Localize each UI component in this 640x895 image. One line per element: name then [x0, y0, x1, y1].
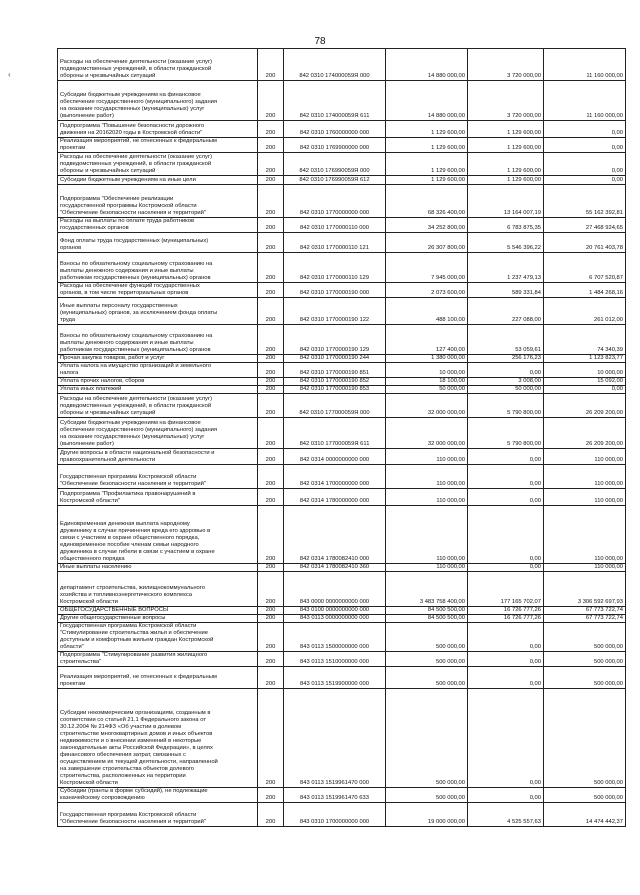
row-approved-amount: 84 500 500,00	[386, 615, 468, 623]
row-version: 200	[258, 283, 284, 298]
row-name: Расходы на обеспечение функций государственных органов, в том числе территориальных органов	[58, 283, 258, 298]
row-executed-amount: 5 546 396,22	[468, 233, 544, 253]
row-executed-amount: 1 237 479,13	[468, 253, 544, 283]
row-executed-amount: 0,00	[468, 489, 544, 506]
row-budget-code: 843 0113 1519961470 000	[284, 689, 386, 788]
row-executed-amount: 0,00	[468, 788, 544, 803]
row-version: 200	[258, 355, 284, 363]
row-name: Подпрограмма "Стимулирование развития жилищного строительства"	[58, 652, 258, 667]
row-budget-code: 842 0310 1770000110 000	[284, 218, 386, 233]
row-approved-amount: 110 000,00	[386, 465, 468, 489]
row-approved-amount: 110 000,00	[386, 489, 468, 506]
row-version: 200	[258, 121, 284, 138]
row-budget-code: 842 0310 1770000190 852	[284, 378, 386, 386]
row-remaining-amount: 261 012,00	[544, 298, 626, 325]
row-executed-amount: 0,00	[468, 652, 544, 667]
row-budget-code: 842 0314 1700000000 000	[284, 465, 386, 489]
row-remaining-amount: 74 340,39	[544, 325, 626, 355]
row-budget-code: 843 0100 0000000000 000	[284, 607, 386, 615]
row-remaining-amount: 11 160 000,00	[544, 49, 626, 81]
row-executed-amount: 0,00	[468, 623, 544, 652]
row-remaining-amount: 55 162 392,81	[544, 185, 626, 218]
row-remaining-amount: 0,00	[544, 386, 626, 394]
table-row	[58, 607, 626, 615]
row-approved-amount: 14 880 000,00	[386, 81, 468, 121]
table-row	[58, 325, 626, 355]
row-version: 200	[258, 572, 284, 607]
row-name: Расходы на обеспечение деятельности (оказание услуг) подведомственных учреждений, в области гражданской обороны и чрезвычайных ситуаций	[58, 49, 258, 81]
table-row	[58, 394, 626, 418]
row-remaining-amount: 14 474 442,37	[544, 803, 626, 827]
row-remaining-amount: 500 000,00	[544, 623, 626, 652]
row-approved-amount: 500 000,00	[386, 667, 468, 689]
table-row	[58, 218, 626, 233]
row-executed-amount: 3 008,00	[468, 378, 544, 386]
row-name: Единовременная денежная выплата народному дружиннику в случае причинения вреда его здоровью в связи с участием в охране общественного порядка, единовременное пособие членам семьи народного дружинника в случае гибели в связи с участием в охране общественного порядка	[58, 506, 258, 564]
row-remaining-amount: 0,00	[544, 153, 626, 176]
table-row	[58, 233, 626, 253]
row-version: 200	[258, 506, 284, 564]
row-executed-amount: 16 726 777,26	[468, 607, 544, 615]
row-approved-amount: 3 483 758 400,00	[386, 572, 468, 607]
row-budget-code: 842 0310 174000059Я 611	[284, 81, 386, 121]
row-name: Взносы по обязательному социальному страхованию на выплаты денежного содержания и иные выплаты работникам государственных (муниципальных) органов	[58, 253, 258, 283]
row-budget-code: 842 0314 1780000000 000	[284, 489, 386, 506]
row-name: департамент строительства, жилищнокоммунального хозяйства и топливноэнергетического комплекса Костромской области	[58, 572, 258, 607]
row-name: Подпрограмма "Профилактика правонарушений в Костромской области"	[58, 489, 258, 506]
row-name: Субсидии бюджетным учреждениям на финансовое обеспечение государственного (муниципального) задания на оказание государственных (муниципальных) услуг (выполнение работ)	[58, 418, 258, 449]
table-row	[58, 506, 626, 564]
row-approved-amount: 1 129 600,00	[386, 176, 468, 185]
row-approved-amount: 127 400,00	[386, 325, 468, 355]
budget-table-body	[58, 49, 626, 827]
row-remaining-amount: 110 000,00	[544, 489, 626, 506]
row-budget-code: 842 0314 1780082410 360	[284, 564, 386, 572]
row-version: 200	[258, 386, 284, 394]
row-version: 200	[258, 325, 284, 355]
table-row	[58, 378, 626, 386]
row-name: Реализация мероприятий, не отнесенных к федеральным проектам	[58, 667, 258, 689]
row-executed-amount: 5 790 800,00	[468, 418, 544, 449]
row-approved-amount: 1 129 600,00	[386, 121, 468, 138]
row-budget-code: 843 0113 0000000000 000	[284, 615, 386, 623]
row-remaining-amount: 110 000,00	[544, 465, 626, 489]
row-executed-amount: 1 129 600,00	[468, 153, 544, 176]
row-executed-amount: 0,00	[468, 506, 544, 564]
table-row	[58, 81, 626, 121]
table-row	[58, 176, 626, 185]
row-remaining-amount: 110 000,00	[544, 449, 626, 465]
margin-mark: ‹	[8, 70, 11, 79]
row-remaining-amount: 26 209 200,00	[544, 418, 626, 449]
row-approved-amount: 19 000 000,00	[386, 803, 468, 827]
row-executed-amount: 1 129 600,00	[468, 176, 544, 185]
row-name: Иные выплаты населению	[58, 564, 258, 572]
row-version: 200	[258, 689, 284, 788]
row-remaining-amount: 1 123 823,77	[544, 355, 626, 363]
row-version: 200	[258, 564, 284, 572]
row-version: 200	[258, 253, 284, 283]
row-remaining-amount: 6 707 520,87	[544, 253, 626, 283]
table-row	[58, 689, 626, 788]
table-row	[58, 788, 626, 803]
row-executed-amount: 256 176,23	[468, 355, 544, 363]
row-name: Иные выплаты персоналу государственных (муниципальных) органов, за исключением фонда оплаты труда	[58, 298, 258, 325]
row-remaining-amount: 20 761 403,78	[544, 233, 626, 253]
row-version: 200	[258, 449, 284, 465]
row-executed-amount: 0,00	[468, 564, 544, 572]
row-name: Прочая закупка товаров, работ и услуг	[58, 355, 258, 363]
table-row	[58, 489, 626, 506]
row-name: Государственная программа Костромской области "Обеспечение безопасности населения и территорий"	[58, 803, 258, 827]
row-budget-code: 842 0314 0000000000 000	[284, 449, 386, 465]
row-budget-code: 842 0310 1770000110 121	[284, 233, 386, 253]
row-executed-amount: 0,00	[468, 689, 544, 788]
row-name: ОБЩЕГОСУДАРСТВЕННЫЕ ВОПРОСЫ	[58, 607, 258, 615]
row-name: Субсидии (гранты в форме субсидий), не подлежащие казначейскому сопровождению	[58, 788, 258, 803]
row-budget-code: 842 0310 177000059Я 611	[284, 418, 386, 449]
row-name: Субсидии некоммерческим организациям, созданным в соответствии со статьей 21.1 Федерального закона от 30.12.2004 № 214ФЗ «Об участии в долевом строительстве многоквартирных домов и иных объектов недвижимости и о внесении изменений в некоторые законодательные акты Российской Федерации», в целях финансового обеспечения затрат, связанных с осуществлением их текущей деятельности, направленной на завершение строительства объектов долевого строительства, расположенных на территории Костромской области	[58, 689, 258, 788]
row-budget-code: 842 0310 1770000000 000	[284, 185, 386, 218]
row-remaining-amount: 110 000,00	[544, 506, 626, 564]
row-budget-code: 842 0314 1780082410 000	[284, 506, 386, 564]
row-budget-code: 842 0310 1770000110 129	[284, 253, 386, 283]
row-name: Другие общегосударственные вопросы	[58, 615, 258, 623]
row-executed-amount: 589 331,84	[468, 283, 544, 298]
table-row	[58, 363, 626, 378]
row-approved-amount: 500 000,00	[386, 623, 468, 652]
row-remaining-amount: 26 209 200,00	[544, 394, 626, 418]
row-executed-amount: 4 525 557,63	[468, 803, 544, 827]
row-executed-amount: 13 164 007,19	[468, 185, 544, 218]
row-name: Другие вопросы в области национальной безопасности и правоохранительной деятельности	[58, 449, 258, 465]
table-row	[58, 185, 626, 218]
row-version: 200	[258, 465, 284, 489]
row-executed-amount: 3 720 000,00	[468, 81, 544, 121]
row-executed-amount: 5 790 800,00	[468, 394, 544, 418]
row-approved-amount: 84 500 500,00	[386, 607, 468, 615]
row-version: 200	[258, 418, 284, 449]
budget-table	[57, 48, 626, 827]
row-remaining-amount: 15 092,00	[544, 378, 626, 386]
row-budget-code: 843 0000 0000000000 000	[284, 572, 386, 607]
row-approved-amount: 32 000 000,00	[386, 394, 468, 418]
row-budget-code: 842 0310 1770000190 122	[284, 298, 386, 325]
row-name: Уплата иных платежей	[58, 386, 258, 394]
table-row	[58, 667, 626, 689]
row-remaining-amount: 67 773 722,74	[544, 607, 626, 615]
row-version: 200	[258, 298, 284, 325]
row-remaining-amount: 27 468 924,65	[544, 218, 626, 233]
row-approved-amount: 18 100,00	[386, 378, 468, 386]
row-remaining-amount: 500 000,00	[544, 689, 626, 788]
row-approved-amount: 110 000,00	[386, 564, 468, 572]
row-remaining-amount: 110 000,00	[544, 564, 626, 572]
row-approved-amount: 2 073 600,00	[386, 283, 468, 298]
row-budget-code: 842 0310 1770000190 129	[284, 325, 386, 355]
row-version: 200	[258, 81, 284, 121]
row-remaining-amount: 500 000,00	[544, 652, 626, 667]
row-approved-amount: 10 000,00	[386, 363, 468, 378]
row-version: 200	[258, 489, 284, 506]
row-remaining-amount: 0,00	[544, 176, 626, 185]
table-row	[58, 283, 626, 298]
row-remaining-amount: 0,00	[544, 121, 626, 138]
row-version: 200	[258, 607, 284, 615]
row-executed-amount: 0,00	[468, 363, 544, 378]
table-row	[58, 253, 626, 283]
row-version: 200	[258, 615, 284, 623]
row-name: Уплата налога на имущество организаций и земельного налога	[58, 363, 258, 378]
row-remaining-amount: 1 484 268,16	[544, 283, 626, 298]
row-name: Субсидии бюджетным учреждениям на иные цели	[58, 176, 258, 185]
row-budget-code: 842 0310 1770000190 244	[284, 355, 386, 363]
table-row	[58, 449, 626, 465]
row-name: Реализация мероприятий, не отнесенных к федеральным проектам	[58, 138, 258, 153]
row-budget-code: 843 0113 1500000000 000	[284, 623, 386, 652]
row-approved-amount: 500 000,00	[386, 689, 468, 788]
row-approved-amount: 488 100,00	[386, 298, 468, 325]
table-row	[58, 153, 626, 176]
row-approved-amount: 68 326 400,00	[386, 185, 468, 218]
row-remaining-amount: 0,00	[544, 138, 626, 153]
row-version: 200	[258, 803, 284, 827]
row-approved-amount: 7 945 000,00	[386, 253, 468, 283]
row-remaining-amount: 500 000,00	[544, 788, 626, 803]
row-executed-amount: 16 726 777,26	[468, 615, 544, 623]
row-name: Государственная программа Костромской области "Стимулирование строительства жилья и обеспечение доступным и комфортным жильем граждан Костромской области"	[58, 623, 258, 652]
row-version: 200	[258, 218, 284, 233]
row-name: Фонд оплаты труда государственных (муниципальных) органов	[58, 233, 258, 253]
row-budget-code: 842 0310 1770000190 851	[284, 363, 386, 378]
row-version: 200	[258, 49, 284, 81]
row-version: 200	[258, 185, 284, 218]
table-row	[58, 49, 626, 81]
row-name: Расходы на выплаты по оплате труда работников государственных органов	[58, 218, 258, 233]
row-name: Взносы по обязательному социальному страхованию на выплаты денежного содержания и иные выплаты работникам государственных (муниципальных) органов	[58, 325, 258, 355]
row-approved-amount: 50 000,00	[386, 386, 468, 394]
row-budget-code: 842 0310 1769900000 000	[284, 138, 386, 153]
table-row	[58, 465, 626, 489]
table-row	[58, 418, 626, 449]
row-budget-code: 842 0310 176990059Я 612	[284, 176, 386, 185]
row-version: 200	[258, 233, 284, 253]
row-budget-code: 843 0113 1519961470 633	[284, 788, 386, 803]
table-row	[58, 355, 626, 363]
row-approved-amount: 110 000,00	[386, 506, 468, 564]
row-budget-code: 842 0310 1770000190 853	[284, 386, 386, 394]
row-budget-code: 842 0310 1760000000 000	[284, 121, 386, 138]
row-approved-amount: 1 380 000,00	[386, 355, 468, 363]
row-approved-amount: 32 000 000,00	[386, 418, 468, 449]
row-executed-amount: 0,00	[468, 667, 544, 689]
row-budget-code: 842 0310 177000059Я 000	[284, 394, 386, 418]
table-row	[58, 623, 626, 652]
row-executed-amount: 50 000,00	[468, 386, 544, 394]
row-name: Расходы на обеспечение деятельности (оказание услуг) подведомственных учреждений, в области гражданской обороны и чрезвычайных ситуаций	[58, 394, 258, 418]
row-version: 200	[258, 363, 284, 378]
row-approved-amount: 1 129 600,00	[386, 138, 468, 153]
row-executed-amount: 177 165 702,07	[468, 572, 544, 607]
row-remaining-amount: 3 306 592 697,93	[544, 572, 626, 607]
row-approved-amount: 34 252 800,00	[386, 218, 468, 233]
row-remaining-amount: 67 773 722,74	[544, 615, 626, 623]
table-row	[58, 298, 626, 325]
row-remaining-amount: 11 160 000,00	[544, 81, 626, 121]
row-executed-amount: 1 129 600,00	[468, 121, 544, 138]
row-remaining-amount: 500 000,00	[544, 667, 626, 689]
row-name: Подпрограмма "Повышение безопасности дорожного движения на 20162020 годы в Костромской области"	[58, 121, 258, 138]
row-budget-code: 843 0310 1700000000 000	[284, 803, 386, 827]
row-budget-code: 842 0310 1770000190 000	[284, 283, 386, 298]
row-version: 200	[258, 138, 284, 153]
row-version: 200	[258, 394, 284, 418]
row-name: Подпрограмма "Обеспечение реализации государственной программы Костромской области "Обеспечение безопасности населения и территорий"	[58, 185, 258, 218]
table-row	[58, 652, 626, 667]
row-version: 200	[258, 176, 284, 185]
row-approved-amount: 14 880 000,00	[386, 49, 468, 81]
row-version: 200	[258, 667, 284, 689]
row-executed-amount: 227 088,00	[468, 298, 544, 325]
row-version: 200	[258, 788, 284, 803]
row-approved-amount: 26 307 800,00	[386, 233, 468, 253]
row-version: 200	[258, 153, 284, 176]
row-approved-amount: 500 000,00	[386, 652, 468, 667]
table-row	[58, 615, 626, 623]
row-version: 200	[258, 378, 284, 386]
row-version: 200	[258, 652, 284, 667]
row-name: Расходы на обеспечение деятельности (оказание услуг) подведомственных учреждений, в области гражданской обороны и чрезвычайных ситуаций	[58, 153, 258, 176]
row-executed-amount: 3 720 000,00	[468, 49, 544, 81]
row-approved-amount: 110 000,00	[386, 449, 468, 465]
row-budget-code: 842 0310 174000059Я 000	[284, 49, 386, 81]
table-row	[58, 803, 626, 827]
table-row	[58, 564, 626, 572]
table-row	[58, 121, 626, 138]
row-approved-amount: 500 000,00	[386, 788, 468, 803]
row-name: Государственная программа Костромской области "Обеспечение безопасности населения и территорий"	[58, 465, 258, 489]
table-row	[58, 386, 626, 394]
row-executed-amount: 0,00	[468, 449, 544, 465]
row-executed-amount: 0,00	[468, 465, 544, 489]
row-name: Субсидии бюджетным учреждениям на финансовое обеспечение государственного (муниципального) задания на оказание государственных (муниципальных) услуг (выполнение работ)	[58, 81, 258, 121]
row-remaining-amount: 10 000,00	[544, 363, 626, 378]
page-number: 78	[314, 36, 326, 47]
row-version: 200	[258, 623, 284, 652]
row-name: Уплата прочих налогов, сборов	[58, 378, 258, 386]
row-approved-amount: 1 129 600,00	[386, 153, 468, 176]
row-executed-amount: 6 783 875,35	[468, 218, 544, 233]
row-budget-code: 843 0113 1510000000 000	[284, 652, 386, 667]
table-row	[58, 138, 626, 153]
row-budget-code: 842 0310 176990059Я 000	[284, 153, 386, 176]
row-budget-code: 843 0113 1519900000 000	[284, 667, 386, 689]
row-executed-amount: 1 129 600,00	[468, 138, 544, 153]
row-executed-amount: 53 059,61	[468, 325, 544, 355]
table-row	[58, 572, 626, 607]
